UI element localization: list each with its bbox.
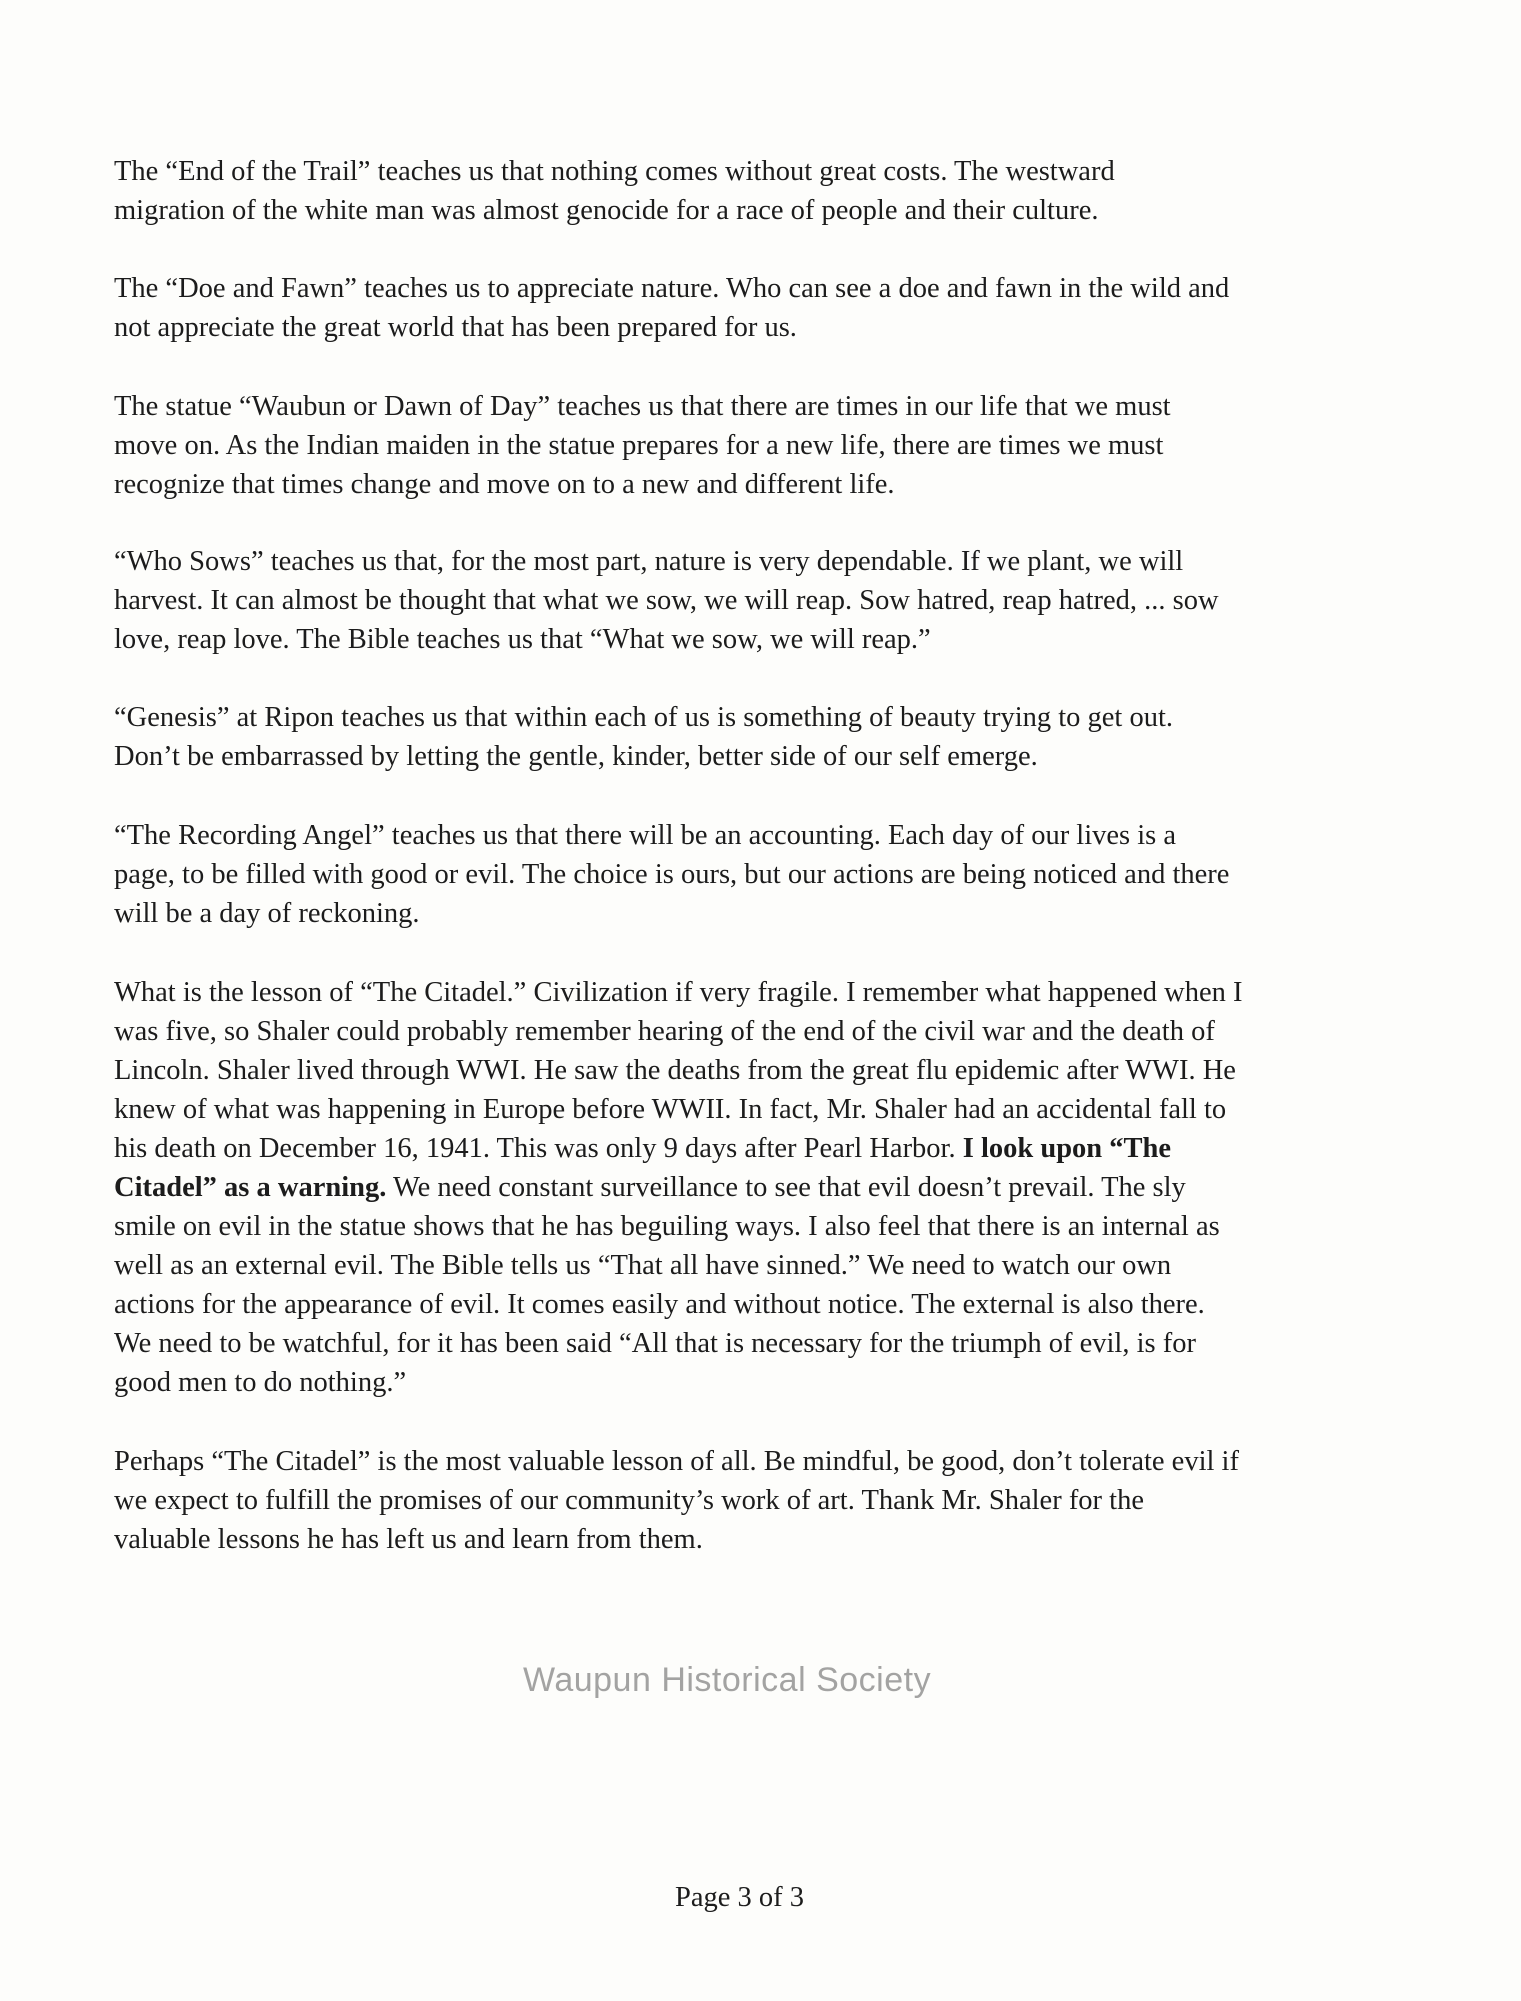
bold-text: I look upon “The [962,1133,1172,1164]
watermark: Waupun Historical Society [523,1661,932,1699]
text-line [114,1168,1404,1207]
text-segment: his death on December 16, 1941. This was only 9 days after Pearl Harbor. [114,1133,963,1164]
text-segment: valuable lessons he has left us and learn from them. [114,1524,703,1555]
paragraph [114,1442,1404,1559]
text-segment: will be a day of reckoning. [114,898,420,929]
paragraph [114,698,1404,776]
text-line [114,1207,1404,1246]
text-line [114,269,1404,308]
text-line [114,542,1404,581]
text-line [114,1442,1404,1481]
text-segment: move on. As the Indian maiden in the statue prepares for a new life, there are times we must [114,430,1164,461]
text-segment: harvest. It can almost be thought that what we sow, we will reap. Sow hatred, reap hatred, ... sow [114,585,1219,616]
text-line [114,1129,1404,1168]
text-segment: We need to be watchful, for it has been said “All that is necessary for the triumph of evil, is for [114,1328,1196,1359]
text-line [114,1246,1404,1285]
text-segment: page, to be filled with good or evil. The choice is ours, but our actions are being noticed and there [114,859,1230,890]
text-line [114,1012,1404,1051]
text-segment: not appreciate the great world that has been prepared for us. [114,312,797,343]
text-segment: “Who Sows” teaches us that, for the most part, nature is very dependable. If we plant, we will [114,546,1184,577]
text-line [114,1363,1404,1402]
text-segment: Perhaps “The Citadel” is the most valuable lesson of all. Be mindful, be good, don’t tolerate evil if [114,1446,1239,1477]
text-line [114,1285,1404,1324]
text-segment: The “Doe and Fawn” teaches us to appreciate nature. Who can see a doe and fawn in the wild and [114,273,1230,304]
text-line [114,465,1404,504]
text-line [114,620,1404,659]
text-segment: The “End of the Trail” teaches us that nothing comes without great costs. The westward [114,156,1115,187]
text-line [114,1051,1404,1090]
text-segment: love, reap love. The Bible teaches us that “What we sow, we will reap.” [114,624,931,655]
text-segment: actions for the appearance of evil. It comes easily and without notice. The external is also there. [114,1289,1205,1320]
text-segment: migration of the white man was almost genocide for a race of people and their culture. [114,195,1099,226]
text-segment: “Genesis” at Ripon teaches us that within each of us is something of beauty trying to get out. [114,702,1174,733]
text-line [114,973,1404,1012]
text-segment: well as an external evil. The Bible tells us “That all have sinned.” We need to watch our own [114,1250,1172,1281]
text-line [114,581,1404,620]
text-line [114,855,1404,894]
paragraph [114,152,1404,230]
text-segment: we expect to fulfill the promises of our community’s work of art. Thank Mr. Shaler for the [114,1485,1144,1516]
text-line [114,152,1404,191]
paragraph [114,387,1404,504]
paragraph [114,542,1404,659]
text-line [114,737,1404,776]
text-line [114,894,1404,933]
text-segment: was five, so Shaler could probably remember hearing of the end of the civil war and the death of [114,1016,1215,1047]
text-segment: Don’t be embarrassed by letting the gentle, kinder, better side of our self emerge. [114,741,1038,772]
text-segment: good men to do nothing.” [114,1367,407,1398]
text-line [114,387,1404,426]
text-line [114,1481,1404,1520]
text-segment: We need constant surveillance to see that evil doesn’t prevail. The sly [386,1172,1186,1203]
text-line [114,1090,1404,1129]
text-segment: Lincoln. Shaler lived through WWI. He saw the deaths from the great flu epidemic after WWI. He [114,1055,1236,1086]
bold-text: Citadel” as a warning. [114,1172,387,1203]
page-number: Page 3 of 3 [675,1882,805,1913]
text-segment: What is the lesson of “The Citadel.” Civilization if very fragile. I remember what happened when I [114,977,1243,1008]
text-segment: recognize that times change and move on to a new and different life. [114,469,895,500]
text-line [114,191,1404,230]
paragraph [114,973,1404,1402]
text-line [114,816,1404,855]
text-segment: “The Recording Angel” teaches us that there will be an accounting. Each day of our lives is a [114,820,1177,851]
text-line [114,1520,1404,1559]
paragraph [114,269,1404,347]
text-segment: The statue “Waubun or Dawn of Day” teaches us that there are times in our life that we must [114,391,1171,422]
paragraph [114,816,1404,933]
text-line [114,308,1404,347]
text-segment: knew of what was happening in Europe before WWII. In fact, Mr. Shaler had an accidental fall to [114,1094,1227,1125]
text-line [114,698,1404,737]
text-line [114,1324,1404,1363]
text-segment: smile on evil in the statue shows that he has beguiling ways. I also feel that there is an internal as [114,1211,1220,1242]
text-line [114,426,1404,465]
